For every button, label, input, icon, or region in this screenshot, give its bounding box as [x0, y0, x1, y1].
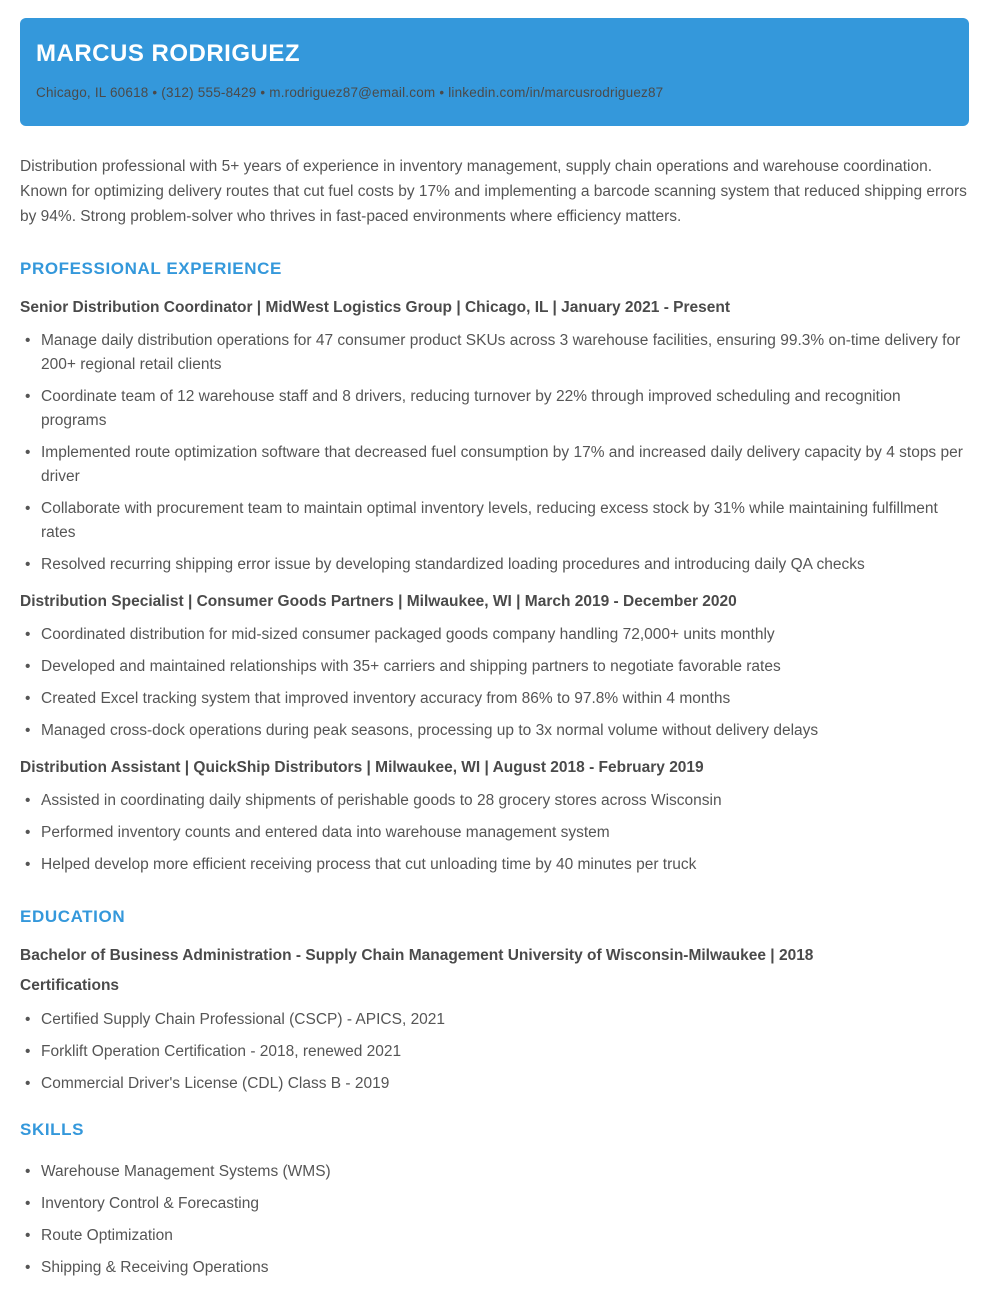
section-title-skills: SKILLS	[20, 1120, 85, 1139]
degree-line: Bachelor of Business Administration - Supply Chain Management University of Wisconsin-Milwaukee | 2018	[20, 947, 814, 964]
skill-item: • Shipping & Receiving Operations	[20, 1256, 969, 1280]
certification-item: • Forklift Operation Certification - 2018, renewed 2021	[20, 1040, 969, 1064]
education-section	[20, 907, 969, 1096]
job-bullet-list	[20, 623, 969, 743]
job-bullet: • Helped develop more efficient receiving process that cut unloading time by 40 minutes per truck	[20, 853, 969, 877]
resume-page	[0, 18, 989, 1308]
section-title-experience: PROFESSIONAL EXPERIENCE	[20, 259, 282, 278]
job-bullet: • Coordinate team of 12 warehouse staff and 8 drivers, reducing turnover by 22% through improved scheduling and recognition programs	[20, 385, 969, 433]
certification-item: • Certified Supply Chain Professional (CSCP) - APICS, 2021	[20, 1008, 969, 1032]
job-entry	[20, 299, 969, 577]
job-entry	[20, 593, 969, 743]
candidate-name: MARCUS RODRIGUEZ	[36, 40, 300, 67]
job-entry	[20, 759, 969, 877]
skill-item: • Warehouse Management Systems (WMS)	[20, 1160, 969, 1184]
job-bullet-list	[20, 329, 969, 577]
job-title: Distribution Specialist | Consumer Goods Partners | Milwaukee, WI | March 2019 - December 2020	[20, 593, 737, 610]
job-bullet: • Developed and maintained relationships with 35+ carriers and shipping partners to negotiate favorable rates	[20, 655, 969, 679]
job-bullet: • Manage daily distribution operations for 47 consumer product SKUs across 3 warehouse facilities, ensuring 99.3% on-time delivery for 200+ regional retail clients	[20, 329, 969, 377]
certification-item: • Commercial Driver's License (CDL) Class B - 2019	[20, 1072, 969, 1096]
job-bullet: • Collaborate with procurement team to maintain optimal inventory levels, reducing excess stock by 31% while maintaining fulfillment rates	[20, 497, 969, 545]
job-bullet: • Implemented route optimization software that decreased fuel consumption by 17% and increased daily delivery capacity by 4 stops per driver	[20, 441, 969, 489]
skill-item: • Route Optimization	[20, 1224, 969, 1248]
job-title: Senior Distribution Coordinator | MidWest Logistics Group | Chicago, IL | January 2021 - Present	[20, 299, 731, 316]
experience-section	[20, 259, 969, 877]
summary-paragraph: Distribution professional with 5+ years of experience in inventory management, supply chain operations and warehouse coordination. Known for optimizing delivery routes that cut fuel costs by 17% and implementing a barcode scanning system that reduced shipping errors by 94%. Strong problem-solver who thrives in fast-paced environments where efficiency matters.	[20, 158, 967, 225]
header-banner	[20, 18, 969, 126]
job-bullet: • Managed cross-dock operations during peak seasons, processing up to 3x normal volume without delivery delays	[20, 719, 969, 743]
job-bullet: • Performed inventory counts and entered data into warehouse management system	[20, 821, 969, 845]
job-bullet: • Coordinated distribution for mid-sized consumer packaged goods company handling 72,000+ units monthly	[20, 623, 969, 647]
job-bullet: • Assisted in coordinating daily shipments of perishable goods to 28 grocery stores across Wisconsin	[20, 789, 969, 813]
job-title: Distribution Assistant | QuickShip Distributors | Milwaukee, WI | August 2018 - February 2019	[20, 759, 704, 776]
skills-list	[20, 1160, 969, 1280]
certification-list	[20, 1008, 969, 1096]
job-bullet: • Created Excel tracking system that improved inventory accuracy from 86% to 97.8% within 4 months	[20, 687, 969, 711]
job-bullet: • Resolved recurring shipping error issue by developing standardized loading procedures and introducing daily QA checks	[20, 553, 969, 577]
certifications-label: Certifications	[20, 977, 120, 994]
job-bullet-list	[20, 789, 969, 877]
skill-item: • Inventory Control & Forecasting	[20, 1192, 969, 1216]
section-title-education: EDUCATION	[20, 907, 126, 926]
contact-info: Chicago, IL 60618 • (312) 555-8429 • m.rodriguez87@email.com • linkedin.com/in/marcusrodriguez87	[36, 85, 664, 100]
skills-section	[20, 1120, 969, 1280]
